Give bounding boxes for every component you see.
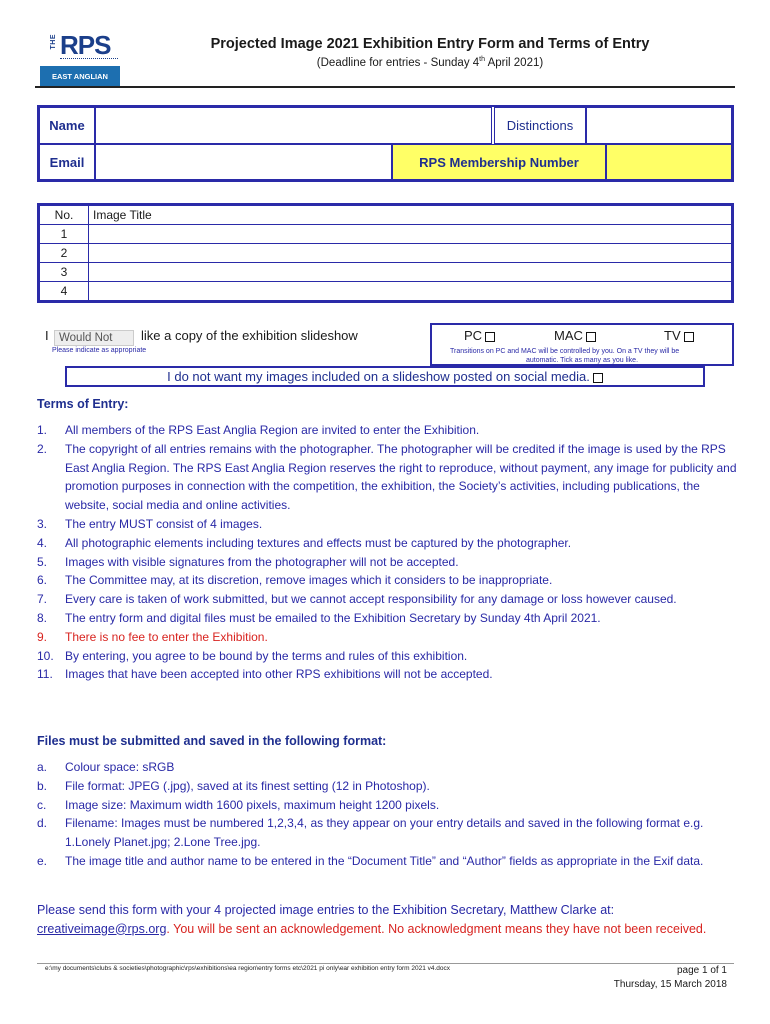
social-media-optout-text: I do not want my images included on a slideshow posted on social media. bbox=[167, 369, 590, 384]
list-item: 10. By entering, you agree to be bound by the terms and rules of this exhibition. bbox=[37, 648, 468, 663]
entrant-details-box bbox=[37, 105, 734, 182]
page-title: Projected Image 2021 Exhibition Entry Form and Terms of Entry bbox=[210, 36, 650, 52]
list-item: 6. The Committee may, at its discretion, remove images which it considers to be inappropriate. bbox=[37, 573, 553, 588]
files-heading: Files must be submitted and saved in the following format: bbox=[37, 734, 387, 748]
column-header-no: No. bbox=[40, 206, 89, 225]
list-item: a. Colour space: sRGB bbox=[37, 760, 175, 774]
image-title-field[interactable] bbox=[89, 244, 732, 263]
list-item: e. The image title and author name to be entered in the “Document Title” and “Author” fields as appropriate in the Exif data. bbox=[37, 853, 704, 868]
transition-note-line-2: automatic. Tick as many as you like. bbox=[525, 357, 639, 364]
logo-the-text: THE bbox=[50, 34, 57, 50]
social-media-checkbox[interactable] bbox=[593, 373, 603, 383]
list-item: 1. All members of the RPS East Anglia Region are invited to enter the Exhibition. bbox=[37, 423, 480, 437]
mac-checkbox[interactable] bbox=[586, 332, 596, 342]
list-item: b. File format: JPEG (.jpg), saved at its finest setting (12 in Photoshop). bbox=[37, 778, 430, 793]
header-divider bbox=[35, 86, 735, 88]
slideshow-options bbox=[37, 323, 734, 387]
device-options-cell bbox=[430, 323, 734, 366]
list-item: 8. The entry form and digital files must be emailed to the Exhibition Secretary by Sunday 4th April 2021. bbox=[37, 610, 601, 625]
distinctions-label: Distinctions bbox=[494, 107, 586, 144]
image-title-field[interactable] bbox=[89, 282, 732, 301]
list-item: 5. Images with visible signatures from the photographer will not be accepted. bbox=[37, 554, 459, 569]
email-field[interactable] bbox=[95, 144, 392, 180]
table-row bbox=[40, 225, 732, 244]
table-row bbox=[40, 282, 732, 301]
row-number: 4 bbox=[40, 282, 89, 301]
slideshow-text: like a copy of the exhibition slideshow bbox=[141, 328, 358, 343]
image-titles-table bbox=[37, 203, 734, 303]
email-label: Email bbox=[39, 144, 95, 180]
footer-rule bbox=[37, 963, 734, 964]
row-number: 1 bbox=[40, 225, 89, 244]
list-item: 9. There is no fee to enter the Exhibition. bbox=[37, 629, 268, 644]
list-item: 3. The entry MUST consist of 4 images. bbox=[37, 516, 263, 531]
image-title-field[interactable] bbox=[89, 225, 732, 244]
files-list bbox=[37, 758, 737, 871]
column-header-title: Image Title bbox=[89, 206, 732, 225]
logo-tagline-rule bbox=[60, 58, 118, 62]
tv-option: TV bbox=[664, 328, 694, 343]
membership-number-label: RPS Membership Number bbox=[392, 144, 606, 180]
table-row bbox=[40, 244, 732, 263]
list-item: c. Image size: Maximum width 1600 pixels, maximum height 1200 pixels. bbox=[37, 797, 440, 812]
closing-paragraph bbox=[37, 901, 737, 938]
name-label: Name bbox=[39, 107, 95, 144]
table-row bbox=[40, 263, 732, 282]
row-number: 3 bbox=[40, 263, 89, 282]
distinctions-field[interactable] bbox=[586, 107, 732, 144]
list-item: 11. Images that have been accepted into other RPS exhibitions will not be accepted. bbox=[37, 667, 493, 682]
slideshow-prefix: I bbox=[45, 328, 49, 343]
transition-note-line-1: Transitions on PC and MAC will be controlled by you. On a TV they will be bbox=[450, 348, 680, 355]
name-field[interactable] bbox=[95, 107, 492, 144]
footer-date: Thursday, 15 March 2018 bbox=[613, 979, 727, 990]
acknowledgement-note: . You will be sent an acknowledgement. No acknowledgment means they have not been received. bbox=[166, 921, 707, 936]
membership-number-field[interactable] bbox=[606, 144, 732, 180]
terms-list bbox=[37, 421, 737, 684]
list-item: 7. Every care is taken of work submitted, but we cannot accept responsibility for any damage or loss however caused. bbox=[37, 592, 677, 607]
slideshow-note: Please indicate as appropriate bbox=[52, 347, 147, 354]
closing-text: Please send this form with your 4 projected image entries to the Exhibition Secretary, Matthew Clarke at: bbox=[37, 903, 615, 917]
image-title-field[interactable] bbox=[89, 263, 732, 282]
logo-region-band: EAST ANGLIAN bbox=[40, 66, 120, 88]
footer-file-path: e:\my documents\clubs & societies\photographic\rps\exhibitions\ea region\entry forms etc\2021 pi only\ear exhibition entry form 2021 v4.docx bbox=[45, 965, 451, 972]
pc-option: PC bbox=[464, 328, 495, 343]
slideshow-request-cell bbox=[37, 323, 430, 366]
deadline-subtitle: (Deadline for entries - Sunday 4th April 2021) bbox=[316, 56, 544, 69]
slideshow-choice-dropdown[interactable]: Would Not bbox=[54, 330, 134, 346]
row-number: 2 bbox=[40, 244, 89, 263]
pc-checkbox[interactable] bbox=[485, 332, 495, 342]
list-item: d. Filename: Images must be numbered 1,2,3,4, as they appear on your entry details and saved in the following format e.g. 1.Lonely Planet.jpg; 2.Lone Tree.jpg. bbox=[37, 816, 704, 850]
rps-logo bbox=[40, 30, 120, 88]
social-media-optout-cell bbox=[65, 366, 705, 387]
logo-rps-text: RPS bbox=[60, 30, 111, 60]
mac-option: MAC bbox=[554, 328, 596, 343]
list-item: 2. The copyright of all entries remains with the photographer. The photographer will be credited if the image is used by the RPS East Anglia Region. The RPS East Anglia Region reserves the right to reproduce, without payment, any image for publicity and promotion purposes in connection with the competition, the exhibition, the Society’s activities, including publications, the website, social media and online activities. bbox=[37, 441, 737, 513]
list-item: 4. All photographic elements including textures and effects must be captured by the photographer. bbox=[37, 535, 572, 550]
terms-heading: Terms of Entry: bbox=[37, 397, 129, 411]
footer-page-number: page 1 of 1 bbox=[676, 965, 727, 976]
tv-checkbox[interactable] bbox=[684, 332, 694, 342]
secretary-email-link[interactable]: creativeimage@rps.org bbox=[37, 921, 167, 936]
